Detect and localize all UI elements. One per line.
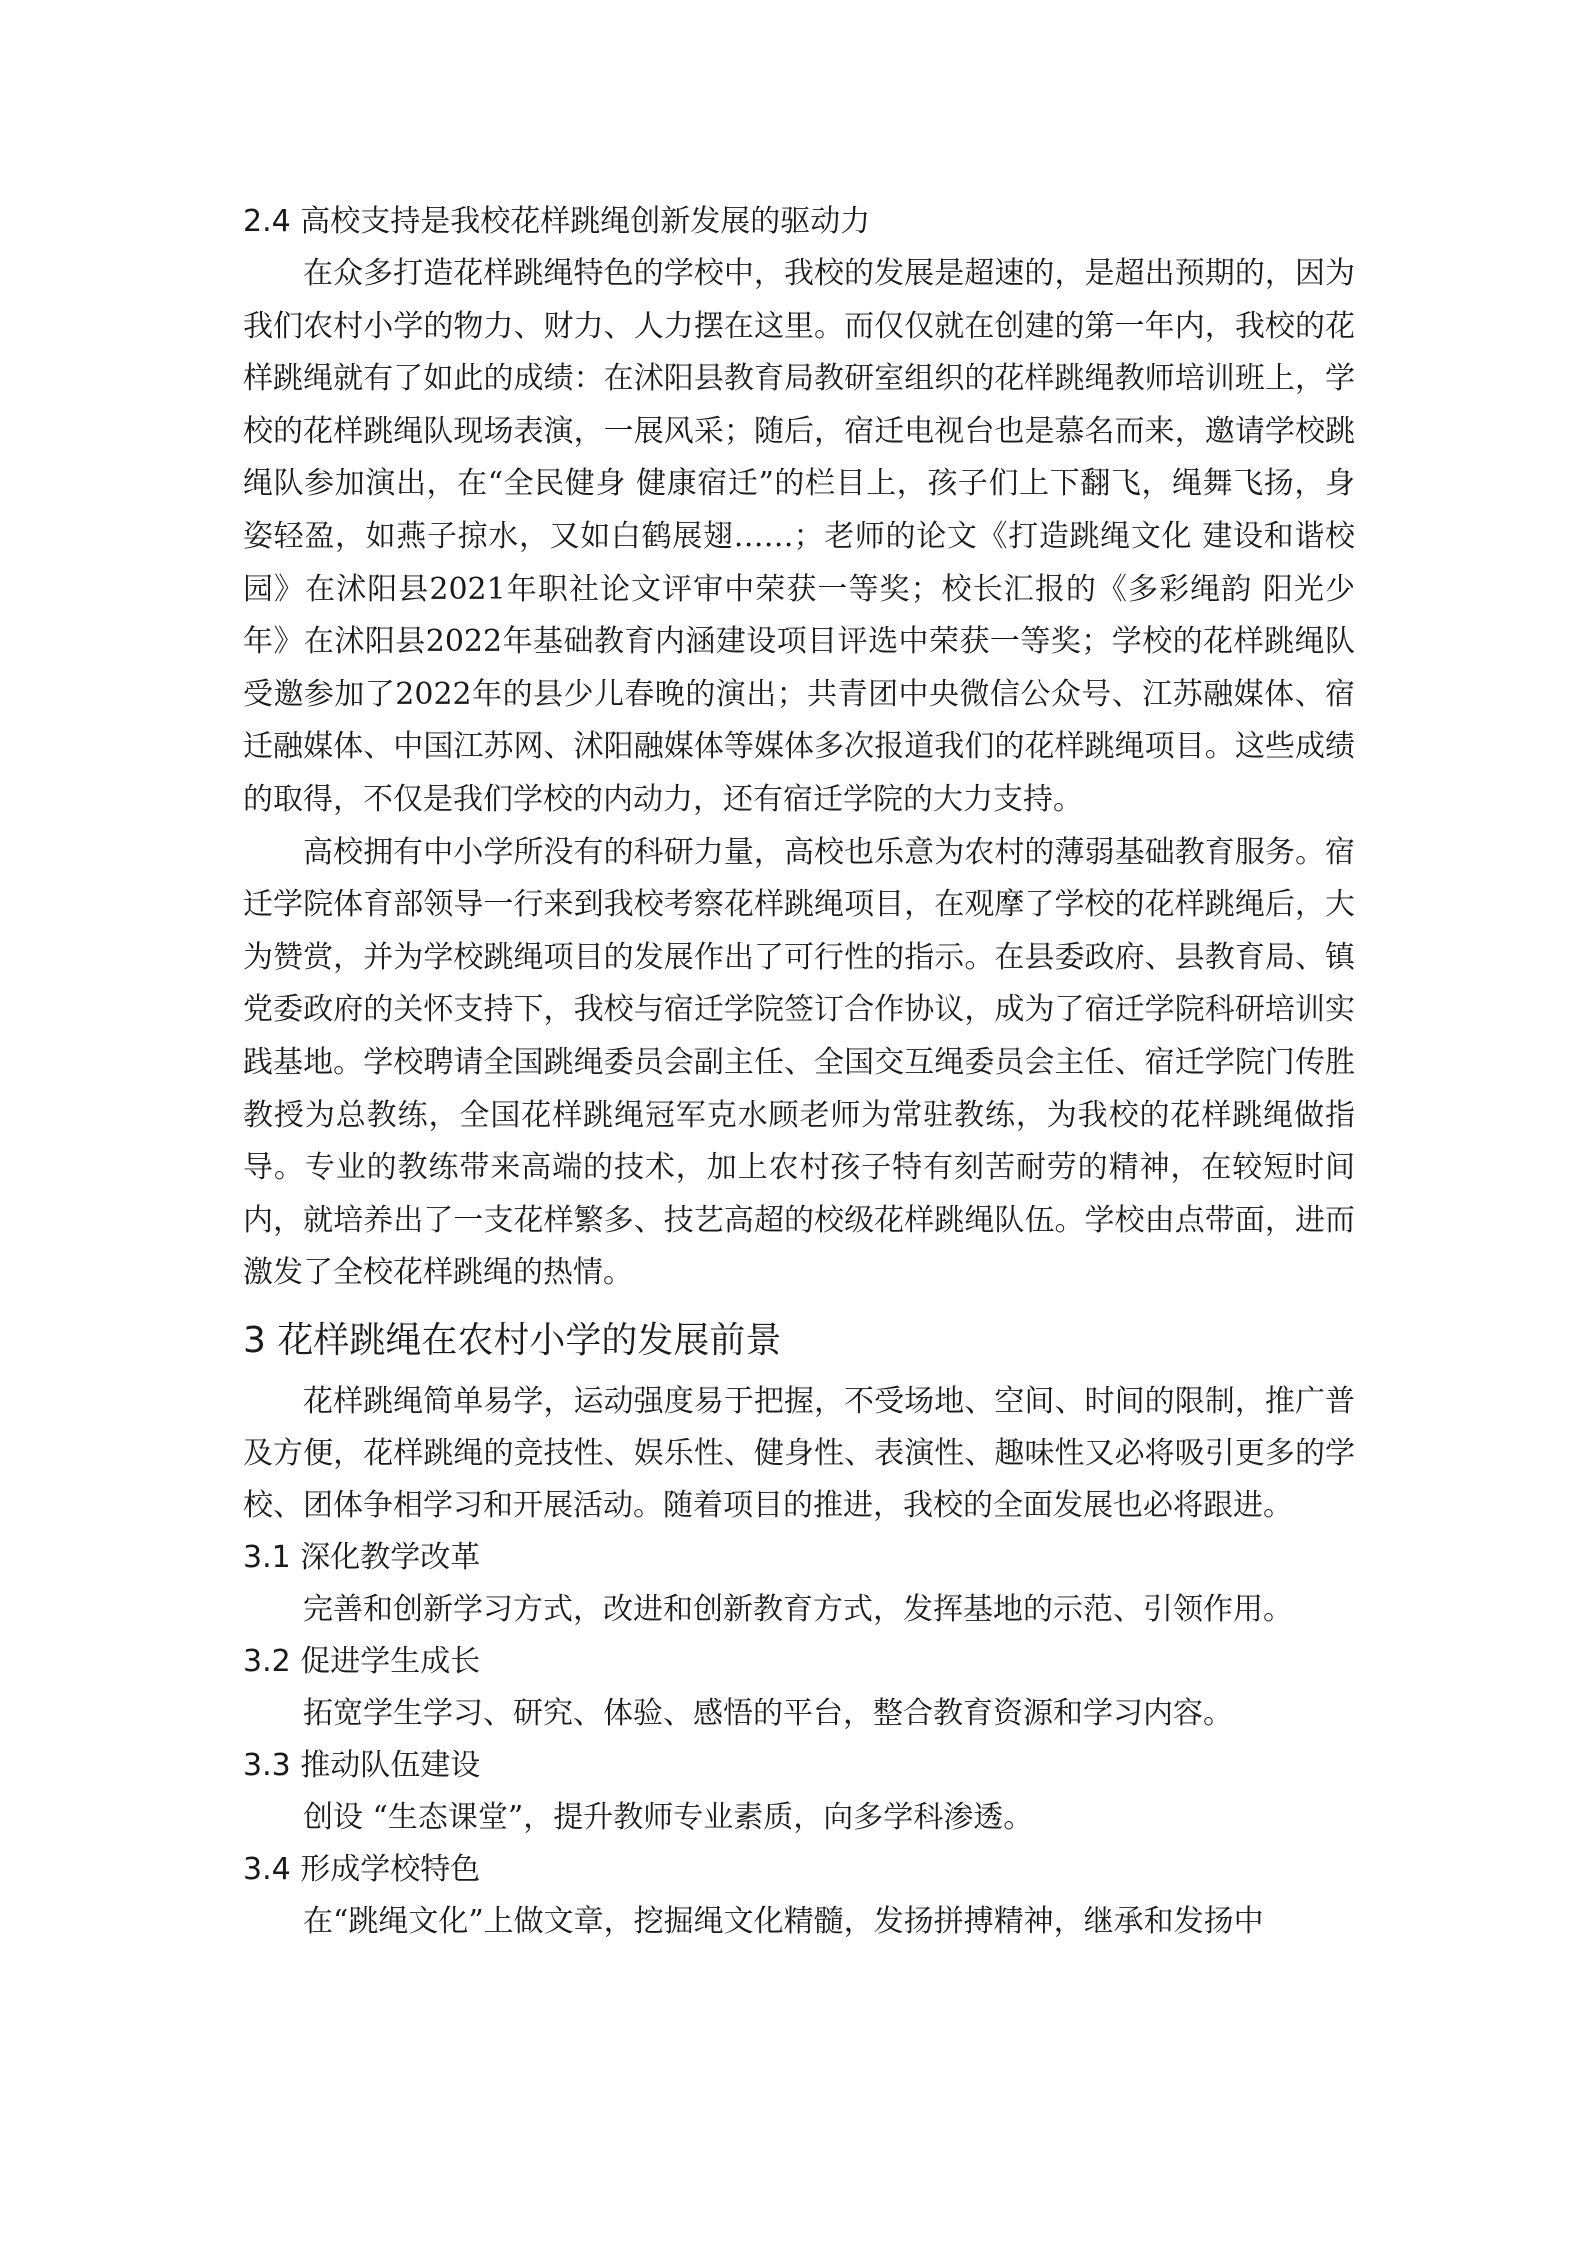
subsection-heading-3-1: 3.1 深化教学改革 xyxy=(243,1539,481,1575)
subsection-text-3-1: 完善和创新学习方式，改进和创新教育方式，发挥基地的示范、引领作用。 xyxy=(303,1591,1293,1627)
section-heading-3: 3 花样跳绳在农村小学的发展前景 xyxy=(243,1319,782,1361)
subsection-heading-3-2: 3.2 促进学生成长 xyxy=(243,1643,481,1679)
subsection-text-3-4: 在“跳绳文化”上做文章，挖掘绳文化精髓，发扬拼搏精神，继承和发扬中 xyxy=(303,1903,1264,1939)
document-page xyxy=(243,196,1355,1948)
subsection-text-3-2: 拓宽学生学习、研究、体验、感悟的平台，整合教育资源和学习内容。 xyxy=(303,1695,1233,1731)
paragraph-3-intro: 花样跳绳简单易学，运动强度易于把握，不受场地、空间、时间的限制，推广普及方便，花样跳绳的竞技性、娱乐性、健身性、表演性、趣味性又必将吸引更多的学校、团体争相学习和开展活动。随着项目的推进，我校的全面发展也必将跟进。 xyxy=(243,1383,1355,1523)
subsection-heading-3-3: 3.3 推动队伍建设 xyxy=(243,1747,481,1783)
subsection-text-3-3: 创设 “生态课堂”，提升教师专业素质，向多学科渗透。 xyxy=(303,1799,1034,1835)
paragraph-2-4-1: 在众多打造花样跳绳特色的学校中，我校的发展是超速的，是超出预期的，因为我们农村小学的物力、财力、人力摆在这里。而仅仅就在创建的第一年内，我校的花样跳绳就有了如此的成绩：在沭阳县教育局教研室组织的花样跳绳教师培训班上，学校的花样跳绳队现场表演，一展风采；随后，宿迁电视台也是慕名而来，邀请学校跳绳队参加演出，在“全民健身 健康宿迁”的栏目上，孩子们上下翻飞，绳舞飞扬，身姿轻盈，如燕子掠水，又如白鹤展翅……；老师的论文《打造跳绳文化 建设和谐校园》在沭阳县2021年职社论文评审中荣获一等奖；校长汇报的《多彩绳韵 阳光少年》在沭阳县2022年基础教育内涵建设项目评选中荣获一等奖；学校的花样跳绳队受邀参加了2022年的县少儿春晚的演出；共青团中央微信公众号、江苏融媒体、宿迁融媒体、中国江苏网、沭阳融媒体等媒体多次报道我们的花样跳绳项目。这些成绩的取得，不仅是我们学校的内动力，还有宿迁学院的大力支持。 xyxy=(243,256,1355,817)
subsection-heading-3-4: 3.4 形成学校特色 xyxy=(243,1851,481,1887)
paragraph-2-4-2: 高校拥有中小学所没有的科研力量，高校也乐意为农村的薄弱基础教育服务。宿迁学院体育部领导一行来到我校考察花样跳绳项目，在观摩了学校的花样跳绳后，大为赞赏，并为学校跳绳项目的发展作出了可行性的指示。在县委政府、县教育局、镇党委政府的关怀支持下，我校与宿迁学院签订合作协议，成为了宿迁学院科研培训实践基地。学校聘请全国跳绳委员会副主任、全国交互绳委员会主任、宿迁学院门传胜教授为总教练，全国花样跳绳冠军克水顾老师为常驻教练，为我校的花样跳绳做指导。专业的教练带来高端的技术，加上农村孩子特有刻苦耐劳的精神，在较短时间内，就培养出了一支花样繁多、技艺高超的校级花样跳绳队伍。学校由点带面，进而激发了全校花样跳绳的热情。 xyxy=(243,834,1355,1291)
section-heading-2-4: 2.4 高校支持是我校花样跳绳创新发展的驱动力 xyxy=(243,204,871,239)
